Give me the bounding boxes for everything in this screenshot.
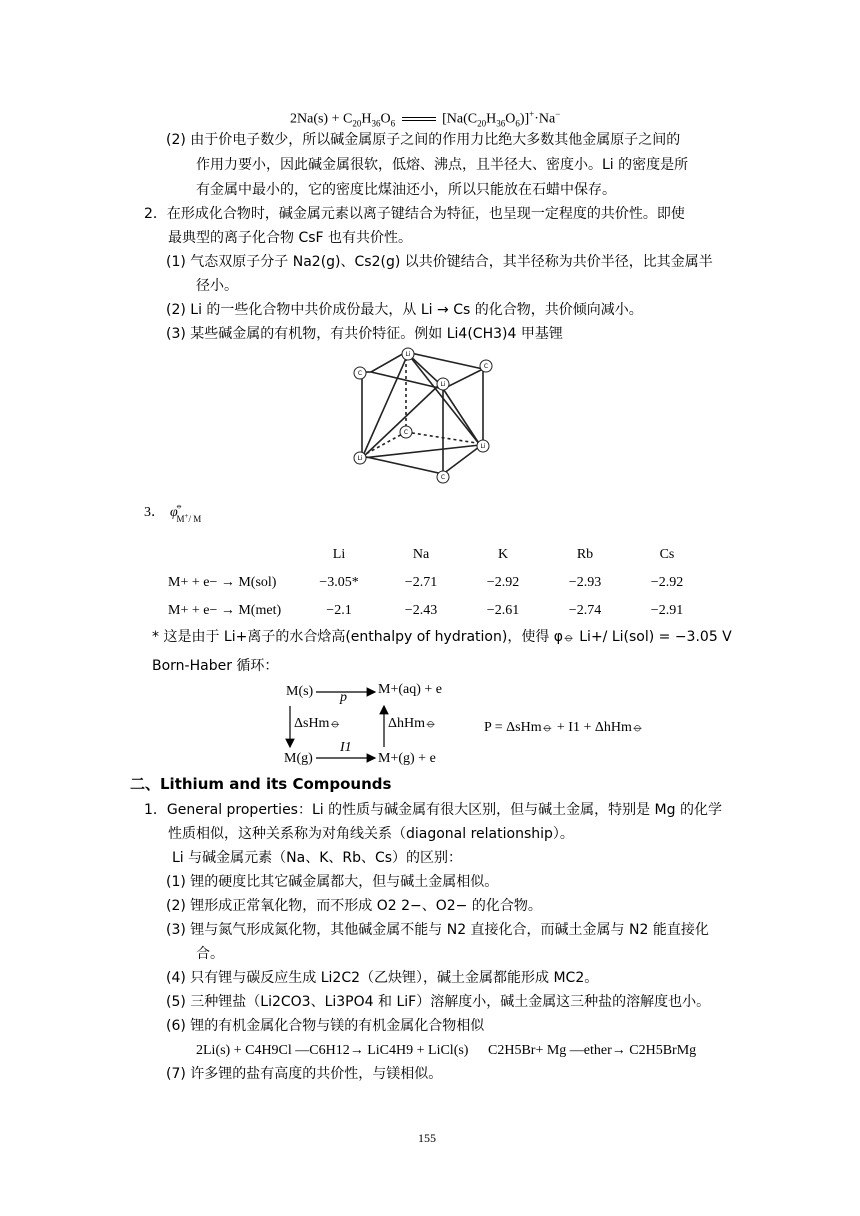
paragraph-line: 有金属中最小的，它的密度比煤油还小，所以只能放在石蜡中保存。 bbox=[196, 182, 616, 198]
equation-organolithium: 2Li(s) + C4H9Cl —C6H12→ LiC4H9 + LiCl(s) bbox=[196, 1043, 469, 1058]
paragraph-line: (1) 气态双原子分子 Na2(g)、Cs2(g) 以共价键结合，其半径称为共价半径，比其金属半 bbox=[166, 254, 713, 270]
paragraph-line: (2) 由于价电子数少，所以碱金属原子之间的作用力比绝大多数其他金属原子之间的 bbox=[166, 132, 681, 148]
atom-label-c: C bbox=[357, 370, 363, 377]
paragraph-line: (3) 某些碱金属的有机物，有共价特征。例如 Li4(CH3)4 甲基锂 bbox=[166, 326, 563, 342]
electrode-potential-table bbox=[158, 541, 708, 625]
atom-label-li: Li bbox=[440, 381, 446, 388]
paragraph-line: 径小。 bbox=[196, 278, 238, 294]
atom-label-li: Li bbox=[480, 443, 486, 450]
list-item: (1) 锂的硬度比其它碱金属都大，但与碱土金属相似。 bbox=[166, 874, 499, 890]
table-cell: −2.43 bbox=[404, 603, 438, 618]
column-header: K bbox=[497, 547, 509, 562]
list-item: (2) 锂形成正常氧化物，而不形成 O2 2−、O2− 的化合物。 bbox=[166, 898, 542, 914]
equation-grignard: C2H5Br+ Mg —ether→ C2H5BrMg bbox=[488, 1043, 697, 1058]
row-label: M+ + e− → M(sol) bbox=[168, 575, 277, 590]
table-cell: −2.92 bbox=[486, 575, 520, 590]
atom-label-li: Li bbox=[357, 455, 363, 462]
column-header: Rb bbox=[576, 547, 594, 562]
table-cell: −3.05* bbox=[319, 575, 359, 590]
page-number: 155 bbox=[418, 1131, 436, 1145]
cycle-label-p: p bbox=[340, 690, 347, 705]
cycle-top-left: M(s) bbox=[286, 684, 314, 699]
list-item: (4) 只有锂与碳反应生成 Li2C2（乙炔锂），碱土金属都能形成 MC2。 bbox=[166, 970, 599, 986]
table-row bbox=[158, 597, 708, 625]
paragraph-line: 最典型的离子化合物 CsF 也有共价性。 bbox=[168, 230, 413, 246]
paragraph-line: 作用力要小，因此碱金属很软，低熔、沸点，且半径大、密度小。Li 的密度是所 bbox=[196, 157, 689, 173]
table-cell: −2.93 bbox=[568, 575, 602, 590]
paragraph-line: 1．General properties：Li 的性质与碱金属有很大区别，但与碱土金属，特别是 Mg 的化学 bbox=[144, 802, 722, 818]
cycle-label-i1: I1 bbox=[340, 740, 352, 755]
list-item: 合。 bbox=[196, 946, 224, 962]
paragraph-line: 2．在形成化合物时，碱金属元素以离子键结合为特征，也呈现一定程度的共价性。即使 bbox=[144, 206, 685, 222]
table-header-row bbox=[158, 541, 708, 569]
electrode-potential-symbol: $\varphi^⦵_{M^+/ M}$ bbox=[170, 501, 202, 524]
table-cell: −2.71 bbox=[404, 575, 438, 590]
cycle-label-sublimation: ΔsHm⦵ bbox=[294, 716, 342, 731]
table-cell: −2.92 bbox=[650, 575, 684, 590]
footnote: * 这是由于 Li+离子的水合焓高(enthalpy of hydration)，使得 φ⦵ Li+/ Li(sol) = −3.05 V bbox=[152, 629, 732, 645]
section-title: 二、Lithium and its Compounds bbox=[130, 775, 392, 793]
methyllithium-structure-figure bbox=[348, 344, 498, 484]
equation-na-crown-ether: $2Na(s) + C_{20}H_{36}O_6$ $[Na(C_{20}H_{36}O_6)]^+\cdot Na^-$ bbox=[290, 109, 561, 129]
paragraph-line: Li 与碱金属元素（Na、K、Rb、Cs）的区别： bbox=[172, 850, 463, 866]
table-row bbox=[158, 569, 708, 597]
list-item: (5) 三种锂盐（Li2CO3、Li3PO4 和 LiF）溶解度小，碱土金属这三种盐的溶解度也小。 bbox=[166, 994, 711, 1010]
table-cell: −2.61 bbox=[486, 603, 520, 618]
cycle-equation: P = ΔsHm⦵ + I1 + ΔhHm⦵ bbox=[484, 720, 644, 735]
atom-label-c: C bbox=[403, 429, 409, 436]
column-header: Cs bbox=[659, 547, 675, 562]
cycle-top-right: M+(aq) + e bbox=[378, 682, 442, 697]
born-haber-heading: Born-Haber 循环： bbox=[152, 658, 279, 674]
atom-label-c: C bbox=[440, 474, 446, 481]
list-item: (3) 锂与氮气形成氮化物，其他碱金属不能与 N2 直接化合，而碱土金属与 N2 能直接化 bbox=[166, 922, 709, 938]
paragraph-line: 性质相似，这种关系称为对角线关系（diagonal relationship）。 bbox=[168, 826, 574, 842]
row-label: M+ + e− → M(met) bbox=[168, 603, 282, 618]
list-item: (6) 锂的有机金属化合物与镁的有机金属化合物相似 bbox=[166, 1018, 485, 1034]
cycle-label-hydration: ΔhHm⦵ bbox=[388, 716, 437, 731]
column-header: Li bbox=[332, 547, 346, 562]
column-header: Na bbox=[412, 547, 430, 562]
table-cell: −2.1 bbox=[326, 603, 352, 618]
item-number: 3． bbox=[144, 505, 165, 520]
table-cell: −2.91 bbox=[650, 603, 684, 618]
table-cell: −2.74 bbox=[568, 603, 602, 618]
atom-label-c: C bbox=[483, 363, 489, 370]
born-haber-arrows bbox=[280, 684, 400, 764]
cycle-bottom-left: M(g) bbox=[284, 751, 313, 766]
paragraph-line: (2) Li 的一些化合物中共价成份最大，从 Li → Cs 的化合物，共价倾向减小。 bbox=[166, 302, 643, 318]
cycle-bottom-right: M+(g) + e bbox=[378, 751, 436, 766]
list-item: (7) 许多锂的盐有高度的共价性，与镁相似。 bbox=[166, 1066, 443, 1082]
atom-label-li: Li bbox=[405, 351, 411, 358]
